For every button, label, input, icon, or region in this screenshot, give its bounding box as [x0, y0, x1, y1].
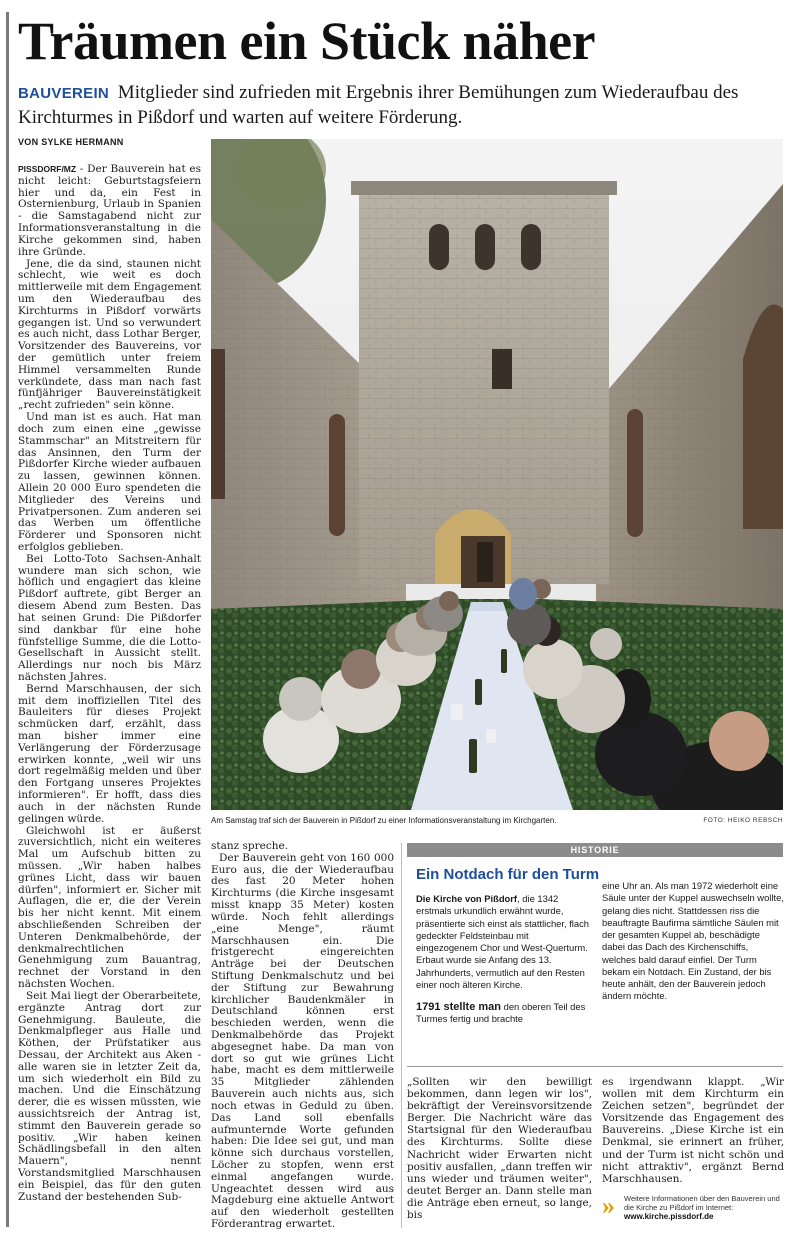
info-text: Weitere Informationen über den Bauverein und die Kirche zu Pißdorf im Internet:	[624, 1194, 780, 1212]
church-photo	[211, 139, 783, 810]
column-1-paragraph-text: - Der Bauverein hat es nicht leicht: Geburtstagsfeiern hier und da, ein Fest in Osternienburg, Urlaub in Spanien - die Samstagabend nicht zur Informationsveranstaltung in die Kirche gekommen sind, haben ihre Gründe.	[18, 164, 201, 258]
left-margin-rule	[6, 12, 9, 1227]
column-1-paragraph: Bernd Marschhausen, der sich mit dem inoffiziellen Titel des Bauleiters für dieses Projekt schmücken darf, erzählt, dass man bisher immer eine Verlängerung der Förderzusage erwirken konnte, „weil wir uns dort regelmäßig melden und über den Fortgang unseres Projektes informieren". Er hofft, dass dies auch in der nächsten Runde gelingen würde.	[18, 682, 201, 825]
article-column-3	[407, 1076, 592, 1221]
dateline: PISSDORF/MZ	[18, 164, 77, 174]
photo-caption-row	[211, 815, 783, 827]
historie-text-b: den oberen Teil des Turmes fertig und brachte	[416, 1001, 586, 1025]
article-column-1	[18, 164, 201, 1230]
historie-lead: Die Kirche von Pißdorf	[416, 893, 518, 904]
article-headline: Träumen ein Stück näher	[18, 11, 596, 71]
kicker-tag: BAUVEREIN	[18, 85, 110, 102]
column-2-paragraph: Der Bauverein geht von 160 000 Euro aus, die der Wiederaufbau des fast 20 Meter hohen Kirchturms (die Kirche insgesamt misst knapp 35 Meter) kosten würde. Noch fehlt allerdings „eine Menge", räumt Marschhausen ein. Die fristgerecht eingereichten Anträge bei der Deutschen Stiftung Denkmalschutz und bei der Stiftung zur Bewahrung kirchlicher Baudenkmäler in Deutschland können erst beschieden werden, wenn die Denkmalbehörde das Projekt abgesegnet habe. Da man von dort so gut wie grünes Licht habe, macht es dem mittlerweile 35 Mitglieder zählenden Bauverein auch nichts aus, sich noch etwas in Geduld zu üben. Das Land soll ebenfalls aufmunternde Worte gefunden haben: Die Idee sei gut, und man könne sich durchaus vorstellen, Löcher zu stopfen, wenn erst einmal angefangen wurde. Ungeachtet dessen wird aus Magdeburg eine aktuelle Antwort auf den wiederholt gestellten Förderantrag erwartet.	[211, 851, 394, 1230]
historie-title: Ein Notdach für den Turm	[416, 866, 600, 883]
historie-lead-2: 1791 stellte man	[416, 1001, 501, 1013]
historie-column-2	[602, 880, 784, 1003]
article-byline: VON SYLKE HERMANN	[18, 137, 124, 147]
historie-paragraph-2	[416, 1001, 592, 1026]
column-4-paragraph: es irgendwann klappt. „Wir wollen mit dem Kirchturm ein Zeichen setzen", begründet der Vorsitzende das Engagement des Bauvereins. „Diese Kirche ist ein Denkmal, sie erinnert an früher, und der Turm ist nicht schön und nicht attraktiv", ergänzt Bernd Marschhausen.	[602, 1076, 784, 1185]
column-1-paragraph: Bei Lotto-Toto Sachsen-Anhalt wundere man sich schon, wie höflich und engagiert das kleine Pißdorf auftrete, gibt Berger an diesem Abend zum Besten. Das hat seinen Grund: Die Pißdorfer sind dankbar für eine hohe fünfstellige Summe, die die Lotto-Gesellschaft in Aussicht stellt. Allerdings nur noch bis März nächsten Jahres.	[18, 552, 201, 683]
photo-credit: FOTO: HEIKO REBSCH	[703, 817, 783, 824]
column-1-paragraph: Und man ist es auch. Hat man doch zum einen eine „gewisse Stammschar" an Mitstreitern für das Ansinnen, den Turm der Pißdorfer Kirche wieder aufbauen zu lassen, gewinnen können. Allein 20 000 Euro spendeten die Mitglieder des Vereins und Privatpersonen. Zum anderen sei das Werben um öffentliche Förderer und Sponsoren nicht erfolglos geblieben.	[18, 411, 201, 553]
column-1-paragraph: Seit Mai liegt der Oberarbeitete, ergänzte Antrag dort zur Genehmigung. Bauleute, die Denkmalpfleger aus Halle und Köthen, der Prüfstatiker aus Dessau, der Architekt aus Aken - alle waren sie in letzter Zeit da, um sich wiederholt ein Bild zu machen. Und die Einschätzung derer, die es wissen müssten, wie aussichtsreich der Antrag ist, stimmt den Bauverein gerade so positiv. „Wir haben keinen Schädlingsbefall in den alten Mauern", nennt Vorstandsmitglied Marschhausen ein Beispiel, das für den guten Zustand der bestehenden Sub-	[18, 989, 201, 1203]
column-divider	[401, 843, 402, 1228]
kicker-text: Mitglieder sind zufrieden mit Ergebnis ihrer Bemühungen zum Wiederaufbau des Kirchturmes in Pißdorf und warten auf weitere Förderung.	[18, 82, 739, 128]
historie-column-1	[416, 893, 592, 1026]
info-arrow-icon: »	[602, 1191, 615, 1220]
photo-caption: Am Samstag traf sich der Bauverein in Pißdorf zu einer Informationsveranstaltung im Kirchgarten.	[211, 816, 557, 825]
column-1-paragraph: Gleichwohl ist er äußerst zuversichtlich, nicht ein weiteres Mal um Aufschub bitten zu müssen. „Wir haben halbes grünes Licht, dass wir bauen dürfen", informiert er. Sicher mit Auflagen, die er, die der Verein bis her nicht kennt. Mit einem abschließenden Schreiben der Unteren Denkmalbehörde, der denkmalrechtlichen Genehmigung zum Bauantrag, rechnet der Vorstand in den nächsten Wochen.	[18, 824, 201, 991]
historie-label: HISTORIE	[407, 843, 783, 857]
historie-text-c: eine Uhr an. Als man 1972 wiederholt eine Säule unter der Kuppel auswechseln wollte, gelang dies nicht. Stattdessen riss die beauftragte Baufirma sämtliche Säulen mit der gesamten Kuppel ab, beschädigte dabei das Dach des Kirchenschiffs, welches bald darauf einfiel. Der Turm bekam ein Notdach. Ein Zustand, der bis heute anhält, den der Bauverein jedoch ändern möchte.	[602, 880, 784, 1002]
info-url-link[interactable]: www.kirche.pissdorf.de	[624, 1212, 714, 1221]
article-column-2	[211, 841, 394, 1231]
historie-text-a: , die 1342 erstmals urkundlich erwähnt wurde, präsentierte sich einst als stattlicher, flach gedeckter Feldsteinbau mit eingezogenem Chor und West-Querturm. Erbaut wurde sie Anfang des 13. Jahrhunderts, vermutlich auf den Resten einer noch älteren Kirche.	[416, 893, 589, 990]
article-kicker	[18, 81, 788, 130]
column-1-paragraph	[18, 164, 201, 259]
historie-paragraph-1	[416, 893, 592, 991]
historie-bottom-rule	[407, 1066, 783, 1067]
info-box	[602, 1191, 784, 1221]
column-2-lead: stanz spreche.	[211, 841, 289, 852]
column-3-paragraph: „Sollten wir den bewilligt bekommen, dann legen wir los", bekräftigt der Vereinsvorsitzende Berger. Die Nachricht wäre das Startsignal für den Wiederaufbau des Kirchturms. Sollte diese Nachricht wider Erwarten nicht positiv ausfallen, „dann treffen wir uns wieder und träumen weiter", deutet Berger an. Dann stelle man die Anträge eben erneut, so lange, bis	[407, 1076, 592, 1222]
column-1-paragraph: Jene, die da sind, staunen nicht schlecht, wie weit es doch mittlerweile mit dem Engagement um den Wiederaufbau des Kirchturms in Pißdorf vorwärts gegangen ist. Und so verwundert es auch nicht, dass Lothar Berger, Vorsitzender des Bauvereins, vor der gemütlich unter freiem Himmel versammelten Runde verkündete, dass man nach fast fünfjähriger Bauvereinstätigkeit „recht zufrieden" sein könne.	[18, 257, 201, 412]
article-column-4	[602, 1076, 784, 1185]
